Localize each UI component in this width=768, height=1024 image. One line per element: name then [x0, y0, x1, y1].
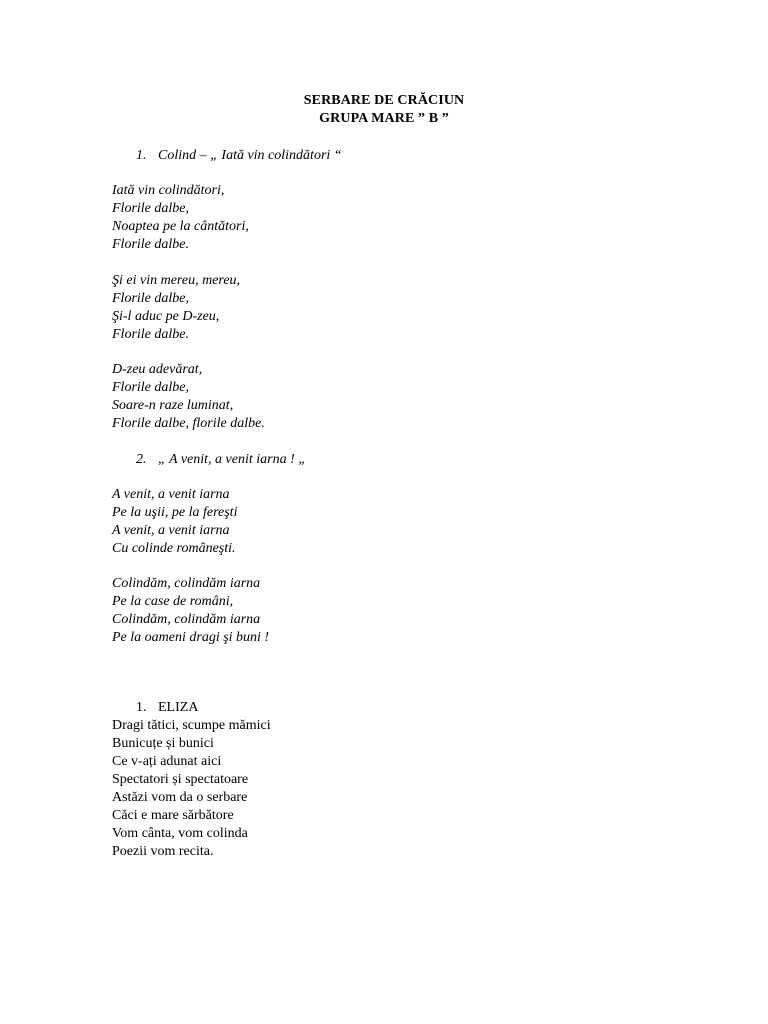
recitation-line: Căci e mare sărbătore	[112, 808, 234, 823]
stanza	[112, 361, 265, 433]
song-heading	[136, 148, 342, 164]
stanza	[112, 272, 240, 344]
recitation-number: 1.	[136, 700, 147, 715]
verse-line: Soare-n raze luminat,	[112, 398, 234, 413]
recitation-line: Poezii vom recita.	[112, 844, 214, 859]
recitation-line: Ce v-ați adunat aici	[112, 754, 222, 769]
song-heading	[136, 452, 306, 468]
recitation-line: Vom cânta, vom colinda	[112, 826, 248, 841]
verse-line: Şi ei vin mereu, mereu,	[112, 273, 241, 288]
verse-line: Florile dalbe,	[112, 201, 189, 216]
recitation-heading	[136, 700, 198, 716]
verse-line: Florile dalbe,	[112, 380, 189, 395]
recitation-lines	[112, 717, 271, 861]
verse-line: Cu colinde româneşti.	[112, 541, 236, 556]
recitation-line: Spectatori și spectatoare	[112, 772, 249, 787]
verse-line: Şi-l aduc pe D-zeu,	[112, 309, 220, 324]
verse-line: D-zeu adevărat,	[112, 362, 203, 377]
recitation-line: Bunicuțe și bunici	[112, 736, 214, 751]
recitation-line: Dragi tătici, scumpe mămici	[112, 718, 271, 733]
verse-line: Pe la oameni dragi şi buni !	[112, 630, 270, 645]
song-number: 2.	[136, 452, 147, 467]
document-subtitle: GRUPA MARE ” B ”	[319, 111, 449, 126]
song-title: Colind – „ Iată vin colindători “	[158, 148, 342, 163]
verse-line: A venit, a venit iarna	[112, 487, 230, 502]
verse-line: Colindăm, colindăm iarna	[112, 612, 261, 627]
verse-line: Florile dalbe.	[112, 327, 189, 342]
verse-line: Florile dalbe, florile dalbe.	[112, 416, 265, 431]
speaker-name: ELIZA	[158, 700, 199, 715]
verse-line: Colindăm, colindăm iarna	[112, 576, 261, 591]
verse-line: Pe la uşii, pe la fereşti	[112, 505, 238, 520]
document-title: SERBARE DE CRĂCIUN	[303, 93, 465, 108]
verse-line: Pe la case de români,	[112, 594, 234, 609]
song-title: „ A venit, a venit iarna ! „	[158, 452, 307, 467]
verse-line: Noaptea pe la cântători,	[112, 219, 249, 234]
verse-line: A venit, a venit iarna	[112, 523, 230, 538]
verse-line: Florile dalbe,	[112, 291, 189, 306]
verse-line: Iată vin colindători,	[112, 183, 225, 198]
song-number: 1.	[136, 148, 147, 163]
verse-line: Florile dalbe.	[112, 237, 189, 252]
stanza	[112, 486, 237, 558]
stanza	[112, 182, 249, 254]
recitation-line: Astăzi vom da o serbare	[112, 790, 248, 805]
stanza	[112, 575, 269, 647]
